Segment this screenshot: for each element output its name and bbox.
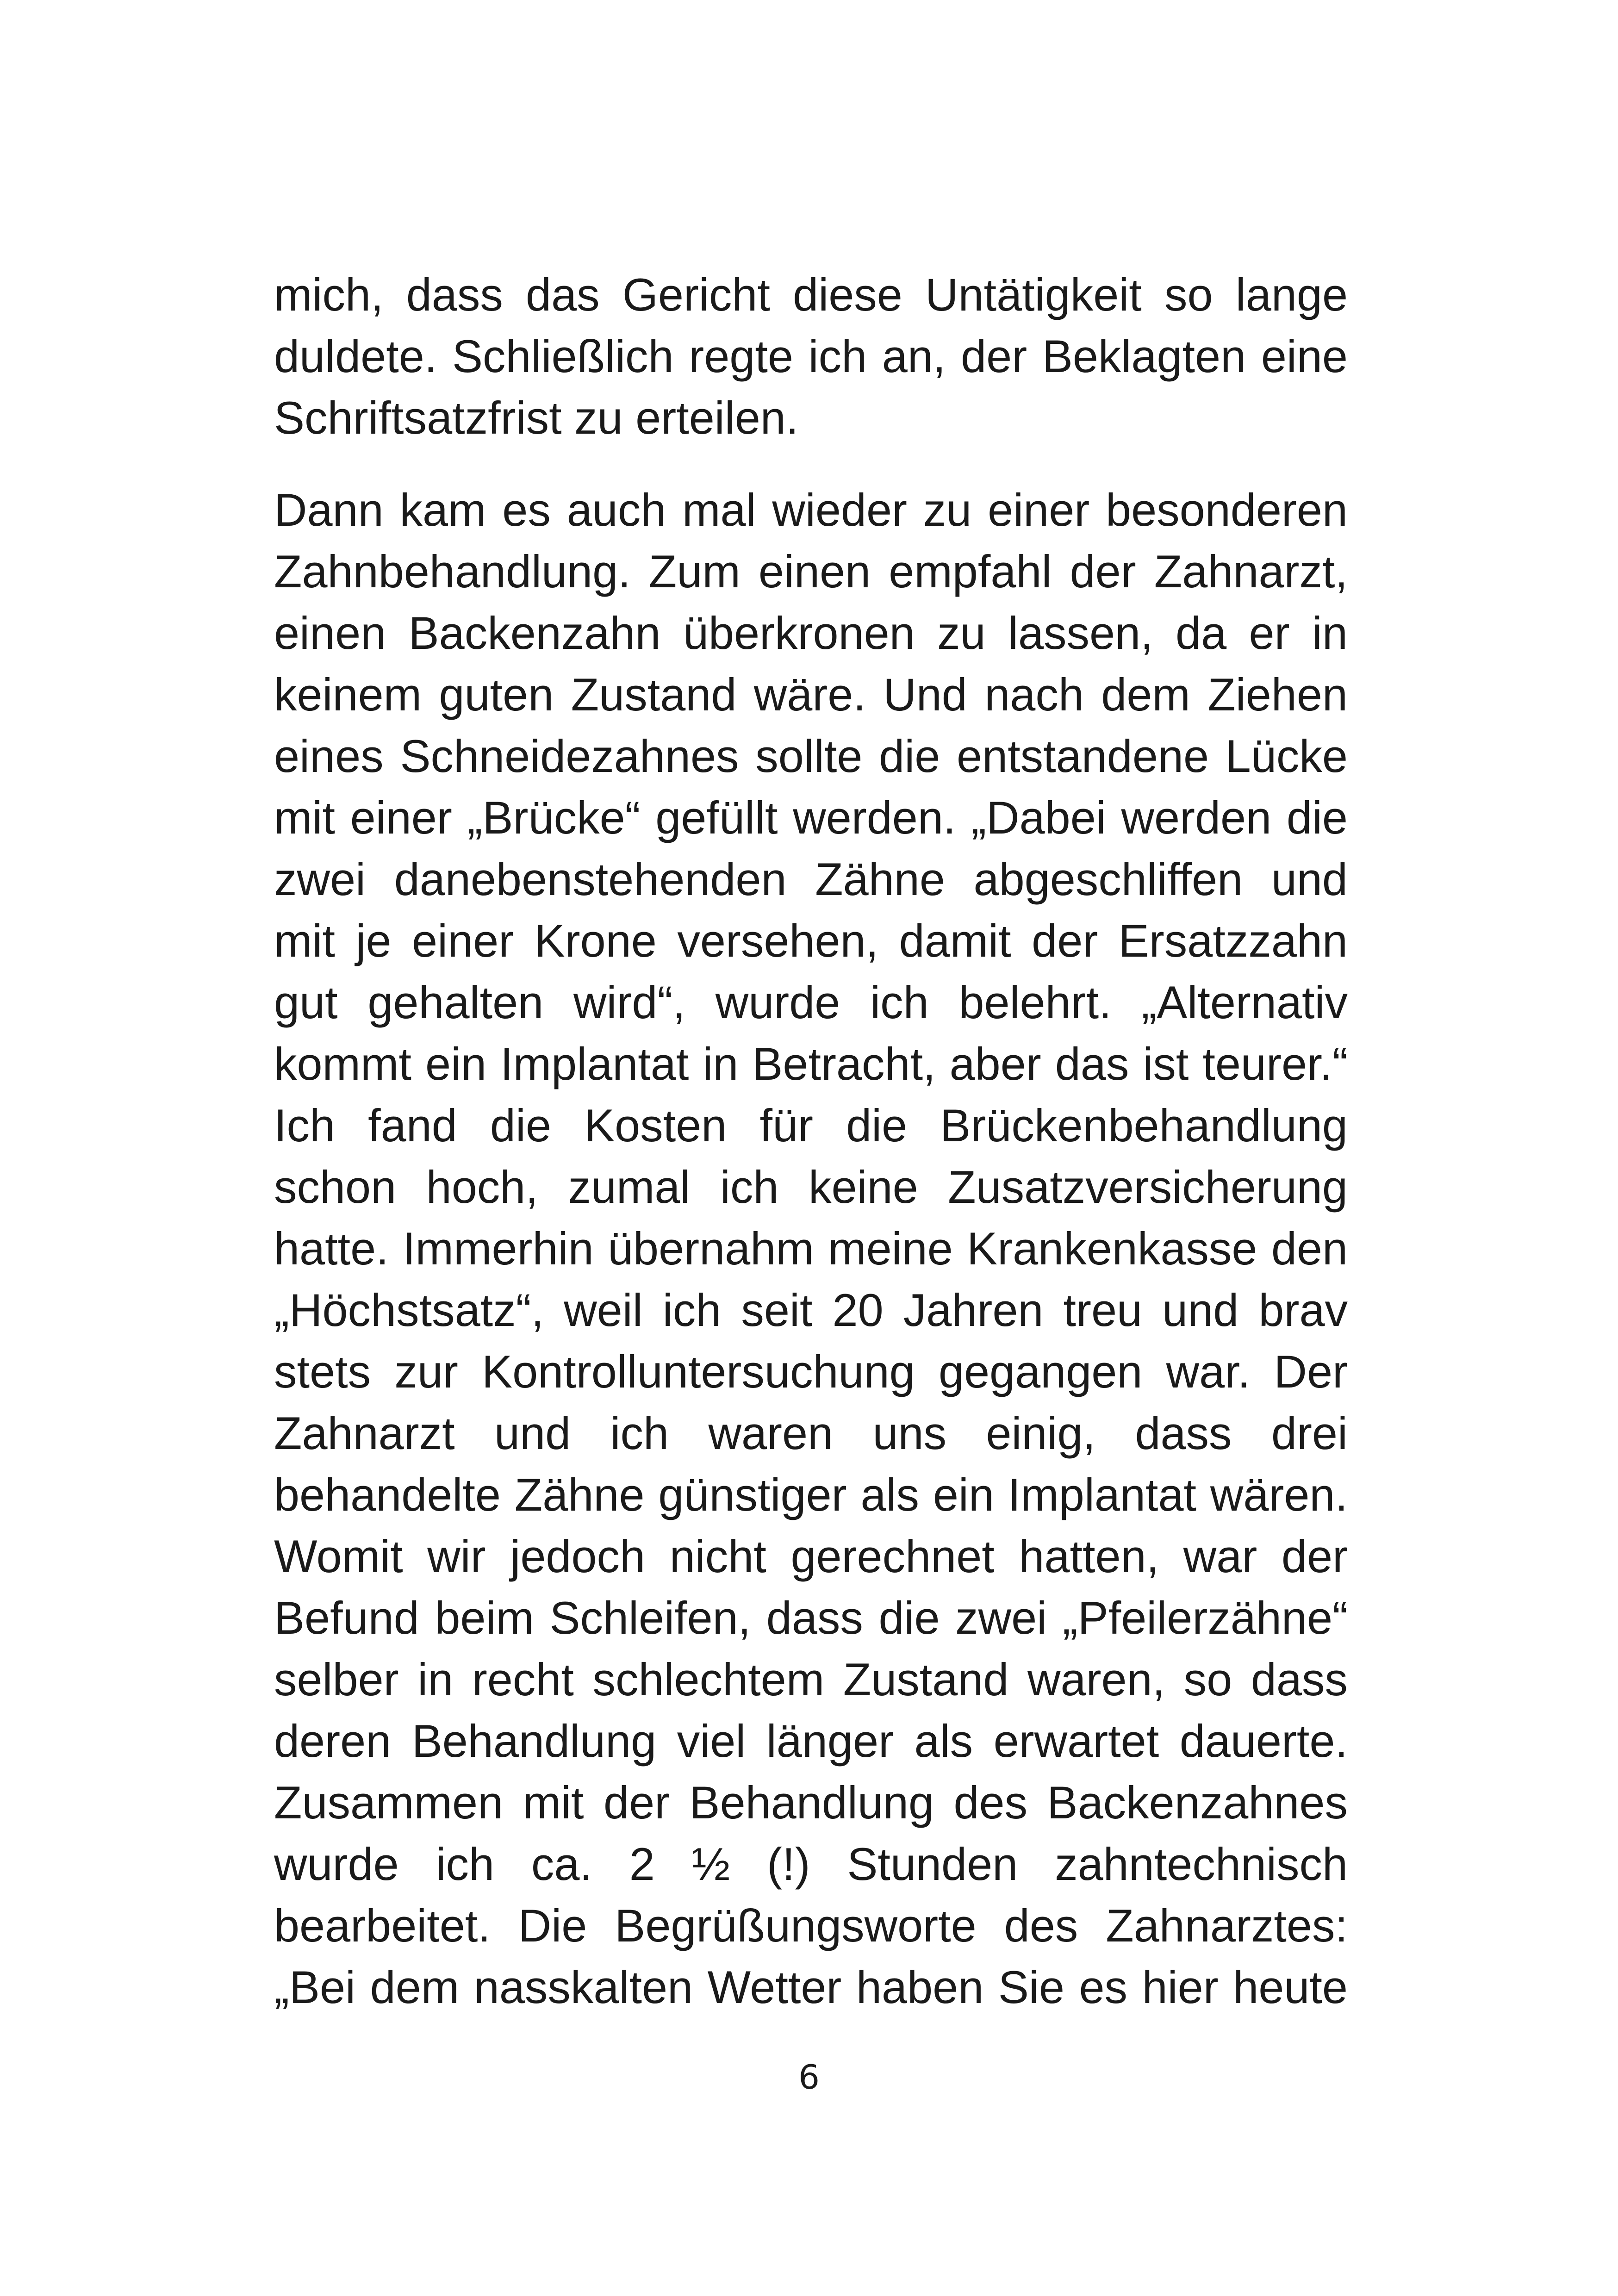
text-line: mich, dass das Gericht diese Untätigkeit so lange	[274, 269, 1348, 320]
text-line: Zahnarzt und ich waren uns einig, dass drei	[274, 1407, 1348, 1459]
paragraph-1	[274, 264, 1348, 448]
text-line: einen Backenzahn überkronen zu lassen, da er in	[274, 607, 1348, 659]
text-line: Zusammen mit der Behandlung des Backenzahnes	[274, 1777, 1348, 1828]
text-line: gut gehalten wird“, wurde ich belehrt. „Alternativ	[274, 977, 1348, 1028]
text-line: Befund beim Schleifen, dass die zwei „Pfeilerzähne“	[274, 1592, 1348, 1643]
text-line: eines Schneidezahnes sollte die entstandene Lücke	[274, 730, 1348, 782]
text-line: keinem guten Zustand wäre. Und nach dem Ziehen	[274, 669, 1348, 720]
text-line: mit einer „Brücke“ gefüllt werden. „Dabei werden die	[274, 792, 1348, 843]
page-number: 6	[798, 2058, 820, 2097]
text-line: bearbeitet. Die Begrüßungsworte des Zahnarztes:	[274, 1900, 1348, 1951]
text-line: schon hoch, zumal ich keine Zusatzversicherung	[274, 1161, 1348, 1213]
body-text	[274, 264, 1348, 2018]
text-line: „Bei dem nasskalten Wetter haben Sie es hier heute	[274, 1961, 1348, 2013]
text-line: kommt ein Implantat in Betracht, aber das ist teurer.“	[274, 1038, 1348, 1089]
text-line: Schriftsatzfrist zu erteilen.	[274, 392, 799, 443]
text-line: mit je einer Krone versehen, damit der Ersatzzahn	[274, 915, 1348, 966]
text-line: duldete. Schließlich regte ich an, der Beklagten eine	[274, 330, 1348, 382]
text-line: hatte. Immerhin übernahm meine Krankenkasse den	[274, 1223, 1348, 1274]
text-line: stets zur Kontrolluntersuchung gegangen war. Der	[274, 1346, 1348, 1397]
text-line: zwei danebenstehenden Zähne abgeschliffen und	[274, 853, 1348, 905]
paragraph-2	[274, 479, 1348, 2018]
text-line: Dann kam es auch mal wieder zu einer besonderen	[274, 484, 1348, 535]
text-line: behandelte Zähne günstiger als ein Implantat wären.	[274, 1469, 1348, 1520]
text-line: Zahnbehandlung. Zum einen empfahl der Zahnarzt,	[274, 546, 1348, 597]
text-line: Womit wir jedoch nicht gerechnet hatten, war der	[274, 1531, 1348, 1582]
text-line: selber in recht schlechtem Zustand waren, so dass	[274, 1654, 1348, 1705]
text-line: wurde ich ca. 2 ½ (!) Stunden zahntechnisch	[274, 1838, 1348, 1890]
text-line: Ich fand die Kosten für die Brückenbehandlung	[274, 1100, 1348, 1151]
text-line: deren Behandlung viel länger als erwartet dauerte.	[274, 1715, 1348, 1767]
text-line: „Höchstsatz“, weil ich seit 20 Jahren treu und brav	[274, 1284, 1348, 1336]
